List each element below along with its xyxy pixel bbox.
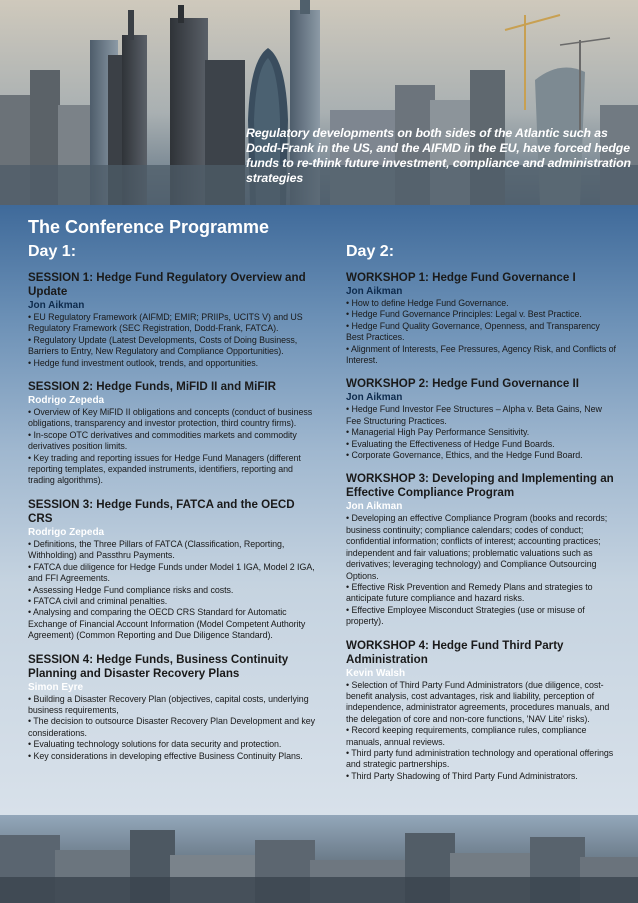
workshop-speaker: Jon Aikman	[346, 286, 403, 297]
session-bullets	[28, 407, 318, 487]
bullet: • Assessing Hedge Fund compliance risks and costs.	[28, 584, 234, 595]
session-4	[28, 653, 318, 762]
session-bullets	[28, 539, 318, 642]
hero-tagline: Regulatory developments on both sides of the Atlantic such as Dodd-Frank in the US, and the AIFMD in the EU, have forced hedge funds to re-think future investment, compliance and administration strategies	[246, 126, 631, 185]
conference-programme-panel	[0, 205, 638, 815]
session-speaker: Rodrigo Zepeda	[28, 395, 105, 407]
bullet: • In-scope OTC derivatives and commodities markets and commodity derivatives position limits.	[28, 429, 297, 452]
bullet: • Evaluating technology solutions for data security and protection.	[28, 739, 282, 750]
session-title: SESSION 2: Hedge Funds, MiFID II and MiFIR	[28, 380, 276, 394]
workshop-4	[346, 639, 618, 783]
workshop-2	[346, 377, 618, 461]
workshop-title: WORKSHOP 1: Hedge Fund Governance I	[346, 271, 576, 284]
bullet: • Selection of Third Party Fund Administrators (due diligence, cost-benefit analysis, cost advantages, risk and liability, perception of independence, administrator agreements, procedures manuals, and the delegation of core and non-core functions, 'NAV Lite' risks).	[346, 679, 610, 724]
workshop-title: WORKSHOP 3: Developing and Implementing an Effective Compliance Program	[346, 472, 614, 500]
footer-skyline-image	[0, 815, 638, 903]
bullet: • FATCA civil and criminal penalties.	[28, 595, 168, 606]
session-bullets	[28, 694, 318, 762]
session-title: SESSION 4: Hedge Funds, Business Continuity Planning and Disaster Recovery Plans	[28, 652, 289, 680]
bullet: • Alignment of Interests, Fee Pressures, Agency Risk, and Conflicts of Interest.	[346, 343, 616, 366]
bullet: • Building a Disaster Recovery Plan (objectives, capital costs, underlying business requirements,	[28, 693, 309, 715]
footer-cityscape	[0, 815, 638, 903]
session-bullets	[28, 312, 318, 369]
bullet: • The decision to outsource Disaster Recovery Plan Development and key considerations.	[28, 716, 316, 738]
workshop-speaker: Kevin Walsh	[346, 667, 406, 679]
bullet: • Developing an effective Compliance Program (books and records; business continuity; compliance calendars; codes of conduct; confidential information; conflicts of interest; accounting practices; independent and fair valuations; problematic valuations such as derivatives; leveraging technology) and Compliance Outsourcing Options.	[346, 513, 608, 581]
bullet: • How to define Hedge Fund Governance.	[346, 298, 509, 308]
bullet: • Evaluating the Effectiveness of Hedge Fund Boards.	[346, 438, 555, 449]
bullet: • Record keeping requirements, compliance rules, compliance manuals, annual reviews.	[346, 725, 587, 747]
bullet: • Analysing and comparing the OECD CRS Standard for Automatic Exchange of Financial Account Information (Model Competent Authority Agreement) (Common Reporting and Due Diligence Standard).	[28, 607, 306, 641]
workshop-title: WORKSHOP 4: Hedge Fund Third Party Administration	[346, 638, 564, 666]
session-1	[28, 271, 318, 369]
bullet: • Key trading and reporting issues for Hedge Fund Managers (different reporting templates, expanded instruments, identifiers, reporting and trading algorithms).	[28, 452, 301, 486]
day-2-column	[346, 243, 618, 793]
workshop-title: WORKSHOP 2: Hedge Fund Governance II	[346, 377, 579, 391]
bullet: • EU Regulatory Framework (AIFMD; EMIR; PRIIPs, UCITS V) and US Regulatory Framework (SEC Registration, Dodd-Frank, FATCA).	[28, 312, 303, 334]
session-3	[28, 498, 318, 642]
bullet: • Corporate Governance, Ethics, and the Hedge Fund Board.	[346, 450, 583, 461]
bullet: • Definitions, the Three Pillars of FATCA (Classification, Reporting, Withholding) and Passthru Payments.	[28, 538, 285, 561]
workshop-speaker: Jon Aikman	[346, 392, 403, 404]
programme-title: The Conference Programme	[28, 217, 270, 237]
workshop-bullets	[346, 404, 618, 461]
bullet: • Hedge Fund Governance Principles: Legal v. Best Practice.	[346, 309, 582, 320]
bullet: • Third Party Shadowing of Third Party Fund Administrators.	[346, 770, 578, 781]
bullet: • Hedge Fund Quality Governance, Openness, and Transparency Best Practices.	[346, 320, 600, 343]
workshop-bullets	[346, 513, 618, 627]
bullet: • Overview of Key MiFID II obligations and concepts (conduct of business obligations, transparency and investor protection, third country firms).	[28, 407, 313, 429]
workshop-3	[346, 472, 618, 627]
bullet: • FATCA due diligence for Hedge Funds under Model 1 IGA, Model 2 IGA, and FFI Agreements.	[28, 561, 315, 584]
day-2-heading: Day 2:	[346, 243, 395, 260]
day-1-heading: Day 1:	[28, 243, 77, 260]
workshop-bullets	[346, 298, 618, 366]
workshop-speaker: Jon Aikman	[346, 501, 403, 513]
session-speaker: Rodrigo Zepeda	[28, 526, 105, 538]
bullet: • Third party fund administration technology and operational offerings and strategic partnerships.	[346, 747, 614, 770]
workshop-bullets	[346, 680, 618, 783]
day-1-column	[28, 243, 318, 773]
bullet: • Key considerations in developing effective Business Continuity Plans.	[28, 750, 303, 761]
session-speaker: Simon Eyre	[28, 681, 84, 693]
bullet: • Effective Employee Misconduct Strategies (use or misuse of property).	[346, 604, 585, 627]
bullet: • Hedge fund investment outlook, trends, and opportunities.	[28, 357, 259, 368]
session-title: SESSION 3: Hedge Funds, FATCA and the OECD CRS	[28, 497, 295, 525]
header-skyline-image	[0, 0, 638, 205]
session-title: SESSION 1: Hedge Fund Regulatory Overview and Update	[28, 271, 306, 298]
bullet: • Effective Risk Prevention and Remedy Plans and strategies to anticipate future compliance and hazard risks.	[346, 581, 593, 604]
session-speaker: Jon Aikman	[28, 300, 85, 311]
session-2	[28, 380, 318, 487]
bullet: • Regulatory Update (Latest Developments, Costs of Doing Business, Barriers to Entry, New Regulatory and Compliance Opportunities).	[28, 334, 298, 357]
workshop-1	[346, 271, 618, 366]
bullet: • Hedge Fund Investor Fee Structures – Alpha v. Beta Gains, New Fee Structuring Practices.	[346, 404, 602, 426]
bullet: • Managerial High Pay Performance Sensitivity.	[346, 427, 530, 438]
